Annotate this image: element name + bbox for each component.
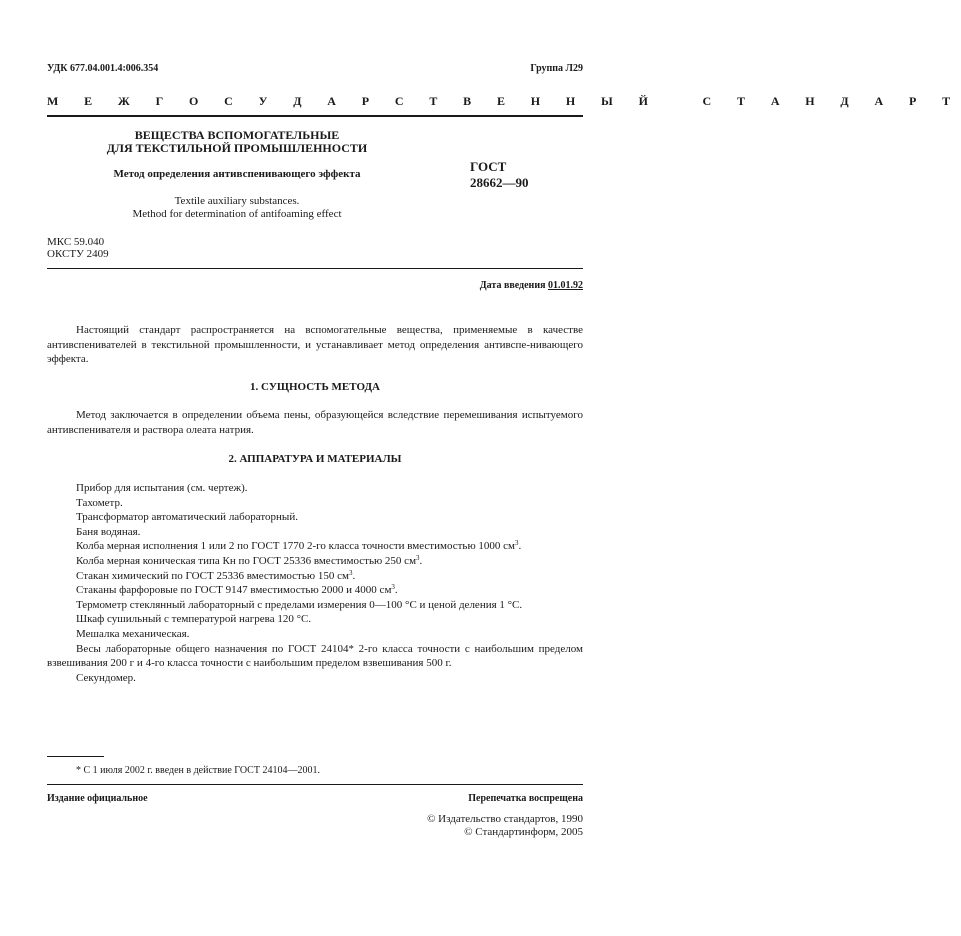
reprint-prohibited: Перепечатка воспрещена [468, 793, 583, 804]
title-line-1: ВЕЩЕСТВА ВСПОМОГАТЕЛЬНЫЕ [134, 128, 340, 142]
method-title: Метод определения антивспенивающего эффекта [113, 168, 361, 180]
list-item: Шкаф сушильный с температурой нагрева 120 °С. [76, 613, 312, 626]
list-item: Секундомер. [76, 671, 136, 684]
footer-rule [47, 784, 583, 785]
intro-text: Настоящий стандарт распространяется на вспомогательные вещества, применяемые в качестве антивспенивателей в текстильной промышленности, и устанавливает метод определения антивспе-нивающего эффекта. [47, 324, 583, 365]
copyright-1: © Издательство стандартов, 1990 [427, 813, 583, 825]
list-item: Весы лабораторные общего назначения по ГОСТ 24104* 2-го класса точности с наибольшим пределом взвешивания 200 г и 4-го класса точности с наибольшим пределом взвешивания 500 г. [47, 642, 583, 670]
list-item: Колба мерная коническая типа Кн по ГОСТ 25336 вместимостью 250 $см^3$. [76, 553, 423, 567]
gost-label: ГОСТ [470, 159, 507, 174]
official-edition: Издание официальное [47, 793, 148, 804]
okstu-code: ОКСТУ 2409 [47, 248, 109, 260]
copyright-2: © Стандартинформ, 2005 [464, 826, 583, 838]
intro-date-value: 01.01.92 [548, 280, 583, 291]
title-line-2: ДЛЯ ТЕКСТИЛЬНОЙ ПРОМЫШЛЕННОСТИ [106, 141, 368, 155]
list-item: Баня водяная. [76, 525, 141, 538]
list-item: Стакан химический по ГОСТ 25336 вместимостью 150 $см^3$. [76, 568, 356, 582]
list-item: Колба мерная исполнения 1 или 2 по ГОСТ 1770 2-го класса точности вместимостью 1000 $см^3$. [76, 539, 522, 553]
banner-rule [47, 115, 583, 117]
mks-code: МКС 59.040 [47, 236, 105, 248]
equipment-list [47, 481, 583, 685]
list-item: Трансформатор автоматический лабораторный. [76, 511, 298, 524]
intro-paragraph [47, 323, 583, 367]
title-rule [47, 268, 583, 269]
list-item: Мешалка механическая. [76, 627, 190, 640]
section-2-heading: 2. АППАРАТУРА И МАТЕРИАЛЫ [228, 453, 402, 465]
section-1-paragraph [47, 408, 583, 437]
english-title-line-2: Method for determination of antifoaming effect [132, 208, 342, 220]
section-1-heading: 1. СУЩНОСТЬ МЕТОДА [250, 381, 380, 393]
english-title-line-1: Textile auxiliary substances. [174, 195, 300, 207]
footnote: * С 1 июля 2002 г. введен в действие ГОСТ 24104—2001. [76, 765, 320, 776]
footnote-rule [47, 756, 104, 757]
intro-date [480, 280, 583, 291]
group-code: Группа Л29 [530, 63, 583, 74]
gost-number: 28662—90 [470, 175, 529, 190]
standard-banner: М Е Ж Г О С У Д А Р С Т В Е Н Н Ы Й С Т А Н Д А Р Т [47, 94, 961, 108]
list-item: Термометр стеклянный лабораторный с пределами измерения 0—100 °С и ценой деления 1 °С. [76, 598, 523, 611]
list-item: Прибор для испытания (см. чертеж). [76, 482, 248, 494]
intro-date-label: Дата введения [479, 280, 546, 291]
udk-code: УДК 677.04.001.4:006.354 [47, 63, 159, 74]
list-item: Стаканы фарфоровые по ГОСТ 9147 вместимостью 2000 и 4000 $см^3$. [76, 583, 398, 597]
section-1-text: Метод заключается в определении объема пены, образующейся вследствие перемешивания испытуемого антивспенивателя и раствора олеата натрия. [47, 409, 583, 436]
list-item: Тахометр. [76, 496, 123, 509]
